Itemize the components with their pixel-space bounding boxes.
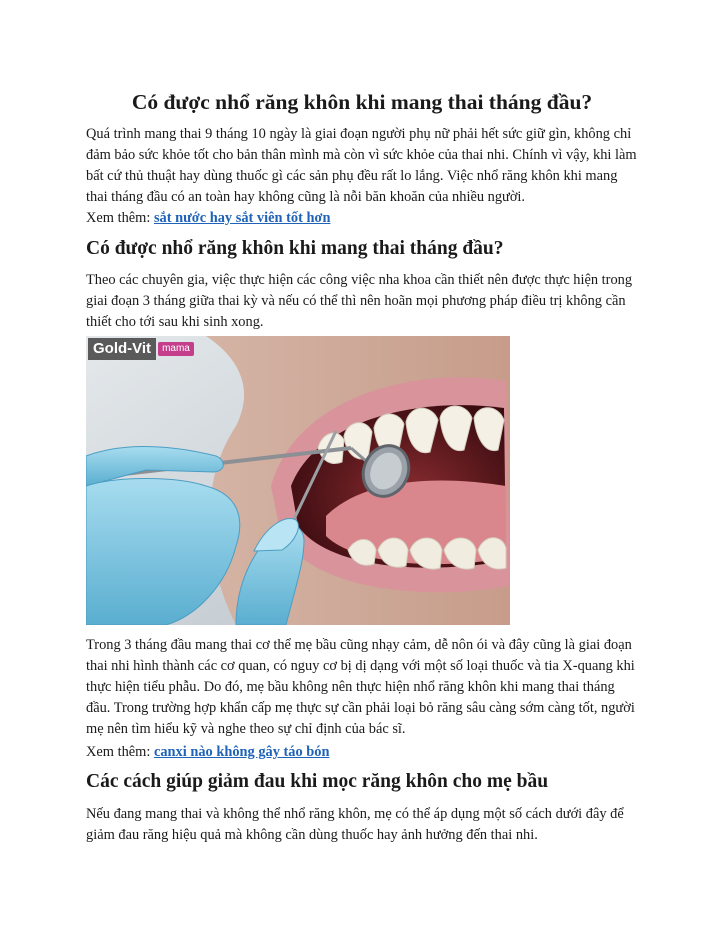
see-also-line-1 — [86, 208, 330, 229]
section1-paragraph-1: Theo các chuyên gia, việc thực hiện các công việc nha khoa cần thiết nên được thực hiện trong giai đoạn 3 tháng giữa thai kỳ và nếu có thể thì nên hoãn mọi phương pháp điều trị không cần thiết cho tới sau khi sinh xong. — [86, 272, 633, 330]
section-heading-1: Có được nhổ răng khôn khi mang thai tháng đầu? — [86, 238, 504, 259]
logo-main-text: Gold-Vit — [88, 338, 156, 360]
section1-paragraph-2: Trong 3 tháng đầu mang thai cơ thể mẹ bầu cũng nhạy cảm, dễ nôn ói và đây cũng là giai đoạn thai nhi hình thành các cơ quan, có nguy cơ bị dị dạng với một số loại thuốc và tia X-quang khi thực hiện tiểu phẫu. Do đó, mẹ bầu không nên thực hiện nhổ răng khôn khi mang thai tháng đầu. Trong trường hợp khẩn cấp mẹ thực sự cần phải loại bỏ răng sâu càng sớm càng tốt, người mẹ nên tìm hiểu kỹ và nghe theo sự chỉ định của bác sĩ. — [86, 637, 635, 737]
see-also-prefix: Xem thêm: — [86, 210, 154, 226]
see-also-line-2 — [86, 742, 330, 763]
logo-sub-text: mama — [158, 342, 194, 356]
section2-paragraph-1: Nếu đang mang thai và không thể nhổ răng khôn, mẹ có thể áp dụng một số cách dưới đây để giảm đau răng hiệu quả mà không cần dùng thuốc hay ảnh hưởng đến thai nhi. — [86, 806, 624, 843]
see-also-link-2[interactable]: canxi nào không gây táo bón — [153, 744, 330, 760]
see-also-link-1[interactable]: sắt nước hay sắt viên tốt hơn — [153, 210, 331, 226]
intro-paragraph: Quá trình mang thai 9 tháng 10 ngày là giai đoạn người phụ nữ phải hết sức giữ gìn, không chỉ đảm bảo sức khỏe tốt cho bản thân mình mà còn vì sức khỏe của thai nhi. Chính vì vậy, khi làm bất cứ thủ thuật hay dùng thuốc gì các sản phụ đều rất lo lắng. Việc nhổ răng khôn khi mang thai tháng đầu có an toàn hay không cũng là nỗi băn khoăn của nhiều người. — [86, 126, 637, 205]
page-title: Có được nhổ răng khôn khi mang thai tháng đầu? — [131, 90, 593, 114]
dental-exam-photo — [86, 336, 510, 625]
see-also-prefix: Xem thêm: — [86, 744, 154, 760]
dental-photo-illustration — [86, 336, 510, 625]
gold-vit-logo — [88, 338, 194, 360]
section-heading-2: Các cách giúp giảm đau khi mọc răng khôn cho mẹ bầu — [86, 771, 549, 792]
